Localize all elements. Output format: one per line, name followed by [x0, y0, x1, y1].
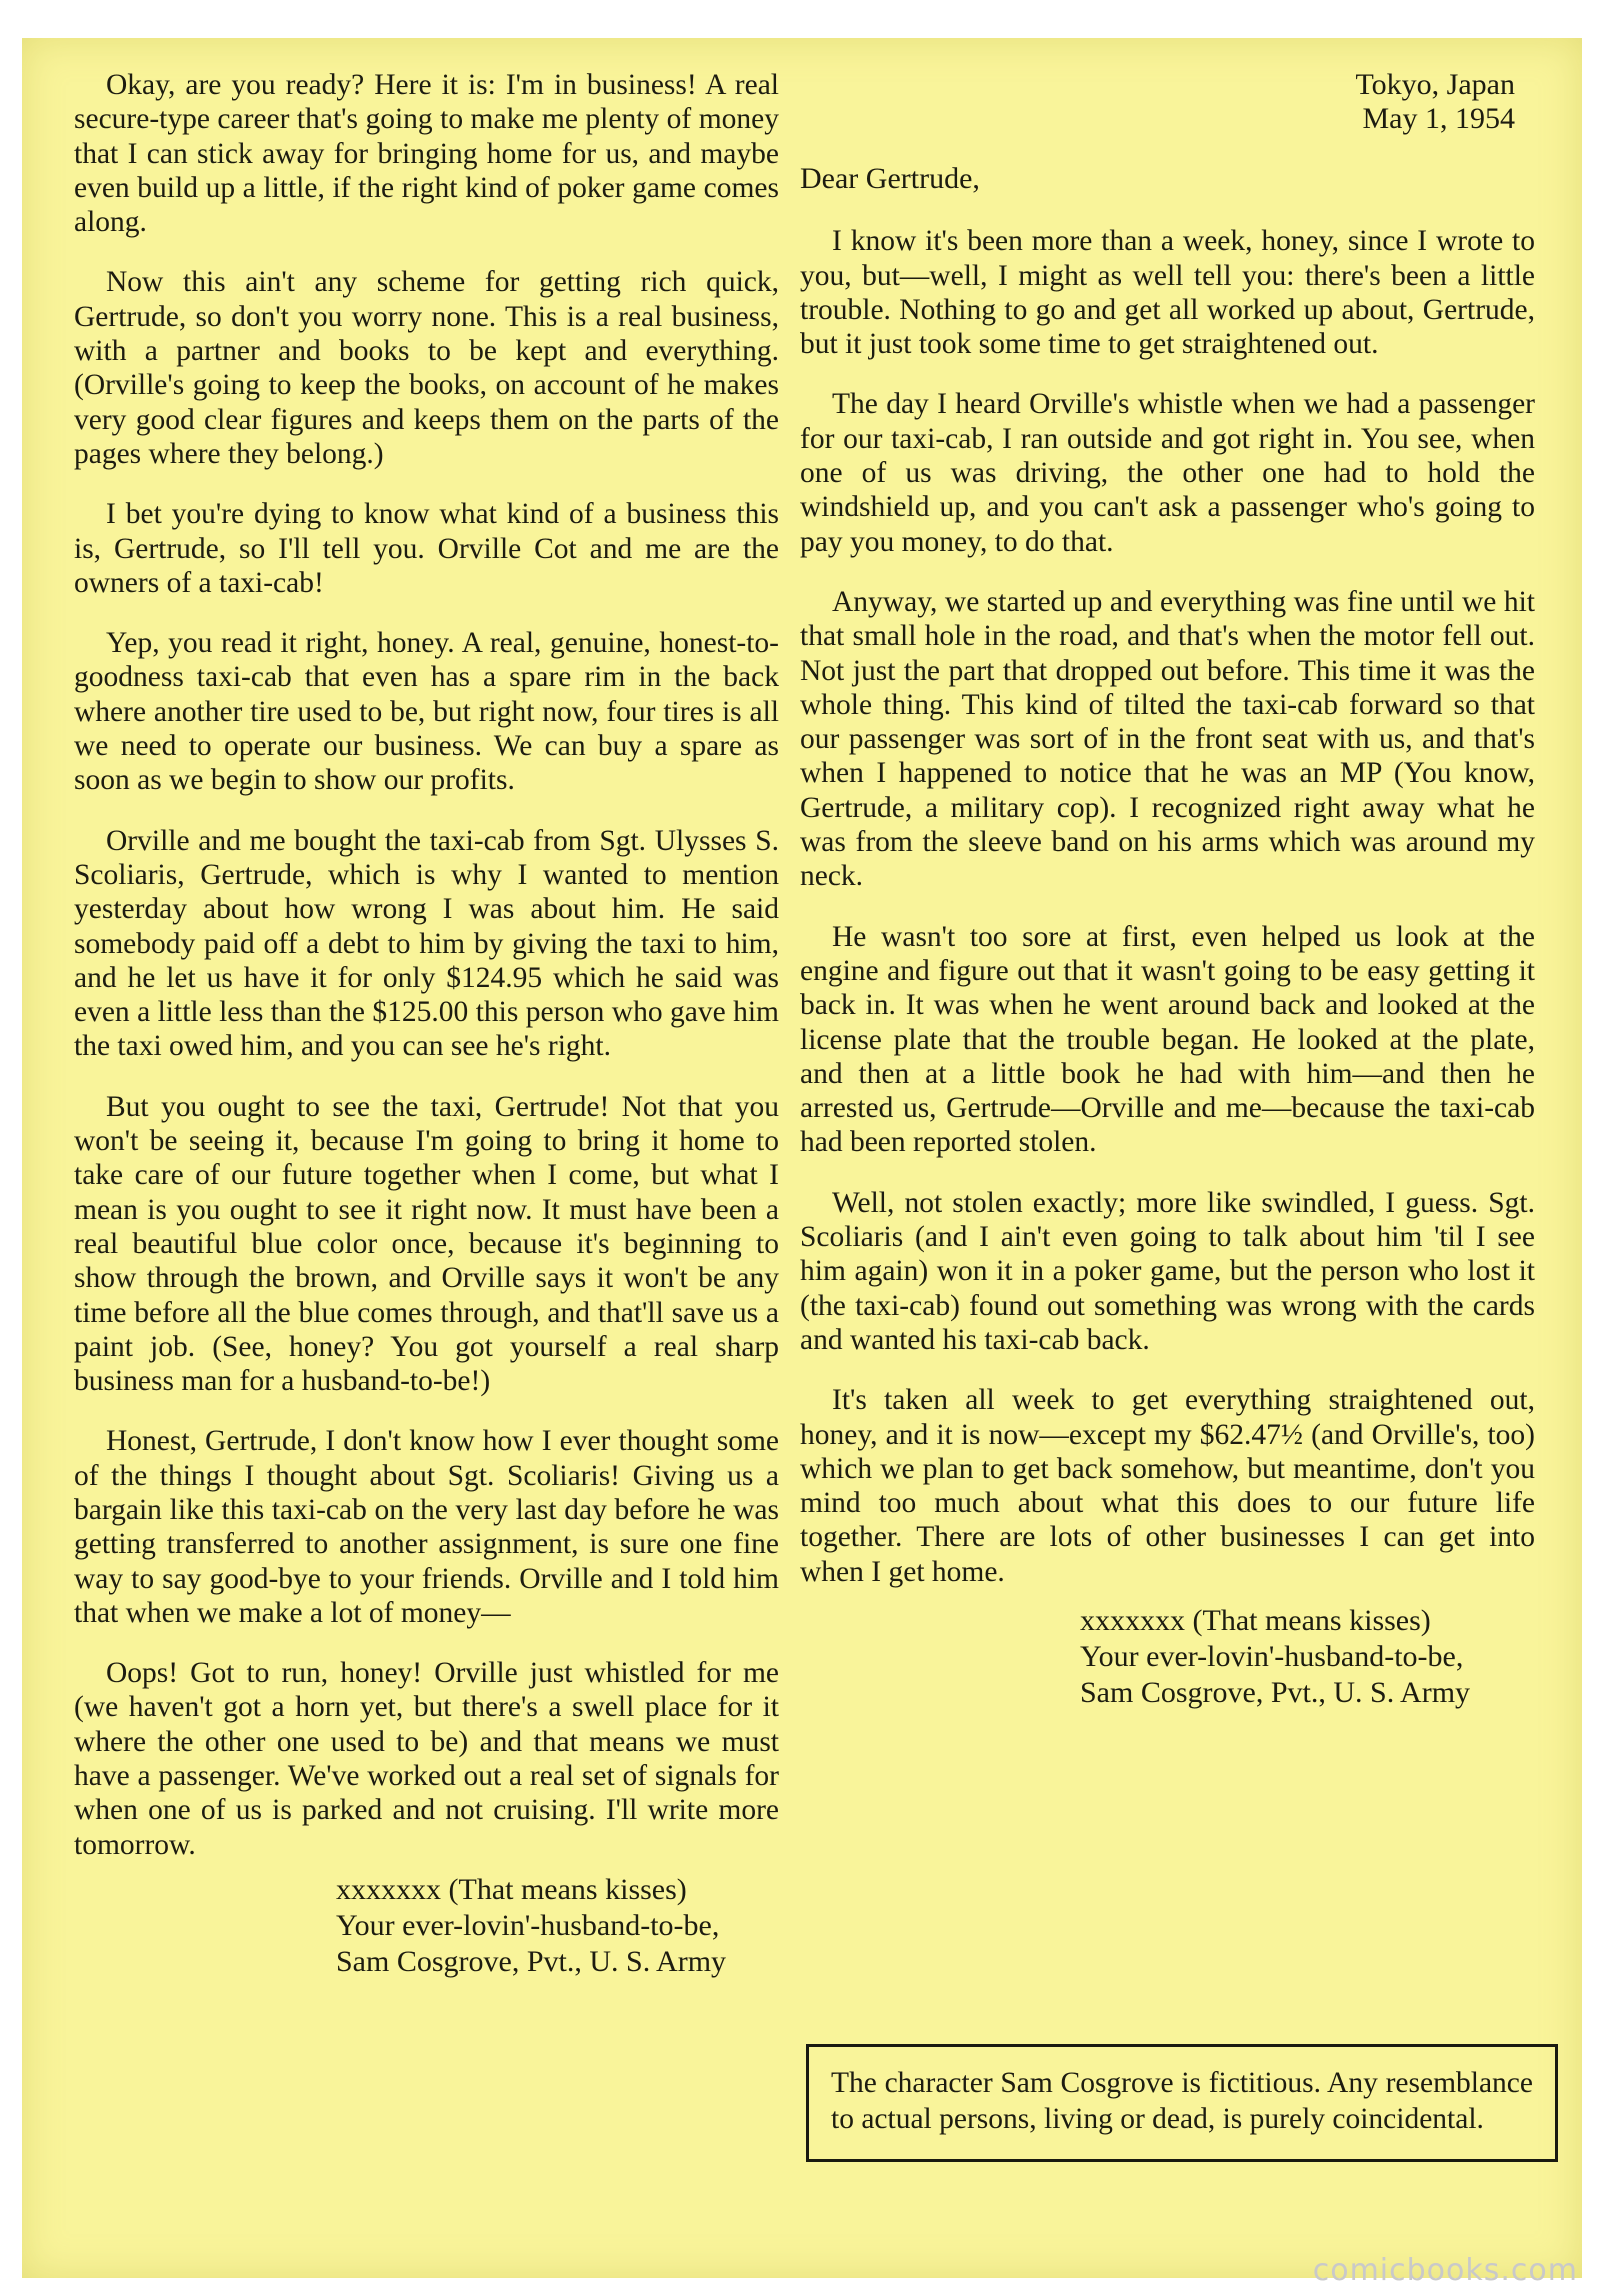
- disclaimer-box: The character Sam Cosgrove is fictitious. Any resemblance to actual persons, living or dead, is purely coincidental.: [806, 2044, 1558, 2162]
- paragraph: He wasn't too sore at first, even helped us look at the engine and figure out that it wasn't going to be easy getting it back in. It was when he went around back and looked at the license plate that the trouble began. He looked at the plate, and then at a little book he had with him—and then he arrested us, Gertrude—Orville and me—because the taxi-cab had been reported stolen.: [800, 920, 1535, 1159]
- signature-kisses: xxxxxxx (That means kisses): [336, 1872, 687, 1906]
- paragraph: Now this ain't any scheme for getting rich quick, Gertrude, so don't you worry none. This is a real business, with a partner and books to be kept and everything. (Orville's going to keep the books, on account of he makes very good clear figures and keeps them on the parts of the pages where they belong.): [74, 266, 779, 470]
- paragraph: But you ought to see the taxi, Gertrude! Not that you won't be seeing it, because I'm going to bring it home to take care of our future together when I come, but what I mean is you ought to see it right now. It must have been a real beautiful blue color once, because it's beginning to show through the brown, and Orville says it won't be any time before all the blue comes through, and that'll save us a paint job. (See, honey? You got yourself a real sharp business man for a husband-to-be!): [74, 1090, 779, 1398]
- watermark: comicbooks.com: [1312, 2253, 1578, 2288]
- dateline-place: Tokyo, Japan: [1355, 68, 1515, 101]
- signature-kisses: xxxxxxx (That means kisses): [1080, 1603, 1431, 1637]
- paragraph: Orville and me bought the taxi-cab from Sgt. Ulysses S. Scoliaris, Gertrude, which is why I wanted to mention yesterday about how wrong I was about him. He said somebody paid off a debt to him by giving the taxi to him, and he let us have it for only $124.95 which he said was even a little less than the $125.00 this person who gave him the taxi owed him, and you can see he's right.: [74, 824, 779, 1063]
- paragraph: I know it's been more than a week, honey, since I wrote to you, but—well, I might as well tell you: there's been a little trouble. Nothing to go and get all worked up about, Gertrude, but it just took some time to get straightened out.: [800, 225, 1535, 361]
- dateline: [800, 68, 1515, 136]
- left-column: [74, 68, 779, 1980]
- paragraph: Anyway, we started up and everything was fine until we hit that small hole in the road, and that's when the motor fell out. Not just the part that dropped out before. This time it was the whole thing. This kind of tilted the taxi-cab forward so that our passenger was sort of in the front seat with us, and that's when I happened to notice that he was an MP (You know, Gertrude, a military cop). I recognized right away what he was from the sleeve band on his arms which was around my neck.: [800, 585, 1535, 893]
- signature-name: Sam Cosgrove, Pvt., U. S. Army: [1080, 1675, 1471, 1709]
- paragraph: Yep, you read it right, honey. A real, genuine, honest-to-goodness taxi-cab that even has a spare rim in the back where another tire used to be, but right now, four tires is all we need to operate our business. We can buy a spare as soon as we begin to show our profits.: [74, 627, 779, 797]
- paragraph: Oops! Got to run, honey! Orville just whistled for me (we haven't got a horn yet, but there's a swell place for it where the other one used to be) and that means we must have a passenger. We've worked out a real set of signals for when one of us is parked and not cruising. I'll write more tomorrow.: [74, 1657, 779, 1861]
- letter-page: [22, 38, 1582, 2278]
- paragraph: The day I heard Orville's whistle when we had a passenger for our taxi-cab, I ran outside and got right in. You see, when one of us was driving, the other one had to hold the windshield up, and you can't ask a passenger who's going to pay you money, to do that.: [800, 388, 1535, 558]
- signature-closing: Your ever-lovin'-husband-to-be,: [1080, 1639, 1464, 1673]
- right-column: [800, 68, 1535, 1711]
- signature-closing: Your ever-lovin'-husband-to-be,: [336, 1908, 720, 1942]
- paragraph: Well, not stolen exactly; more like swindled, I guess. Sgt. Scoliaris (and I ain't even going to talk about him 'til I see him again) won it in a poker game, but the person who lost it (the taxi-cab) found out something was wrong with the cards and wanted his taxi-cab back.: [800, 1186, 1535, 1356]
- paragraph: It's taken all week to get everything straightened out, honey, and it is now—except my $62.47½ (and Orville's, too) which we plan to get back somehow, but meantime, don't you mind too much about what this does to our future life together. There are lots of other businesses I can get into when I get home.: [800, 1384, 1535, 1588]
- dateline-date: May 1, 1954: [1362, 102, 1515, 135]
- signature-block: [1080, 1603, 1535, 1711]
- salutation: Dear Gertrude,: [800, 162, 980, 195]
- paragraph: Honest, Gertrude, I don't know how I ever thought some of the things I thought about Sgt. Scoliaris! Giving us a bargain like this taxi-cab on the very last day before he was getting transferred to another assignment, is sure one fine way to say good-bye to your friends. Orville and I told him that when we make a lot of money—: [74, 1425, 779, 1629]
- signature-name: Sam Cosgrove, Pvt., U. S. Army: [336, 1944, 727, 1978]
- paragraph: I bet you're dying to know what kind of a business this is, Gertrude, so I'll tell you. Orville Cot and me are the owners of a taxi-cab!: [74, 498, 779, 599]
- paragraph: Okay, are you ready? Here it is: I'm in business! A real secure-type career that's going to make me plenty of money that I can stick away for bringing home for us, and maybe even build up a little, if the right kind of poker game comes along.: [74, 69, 779, 239]
- signature-block: [336, 1872, 779, 1980]
